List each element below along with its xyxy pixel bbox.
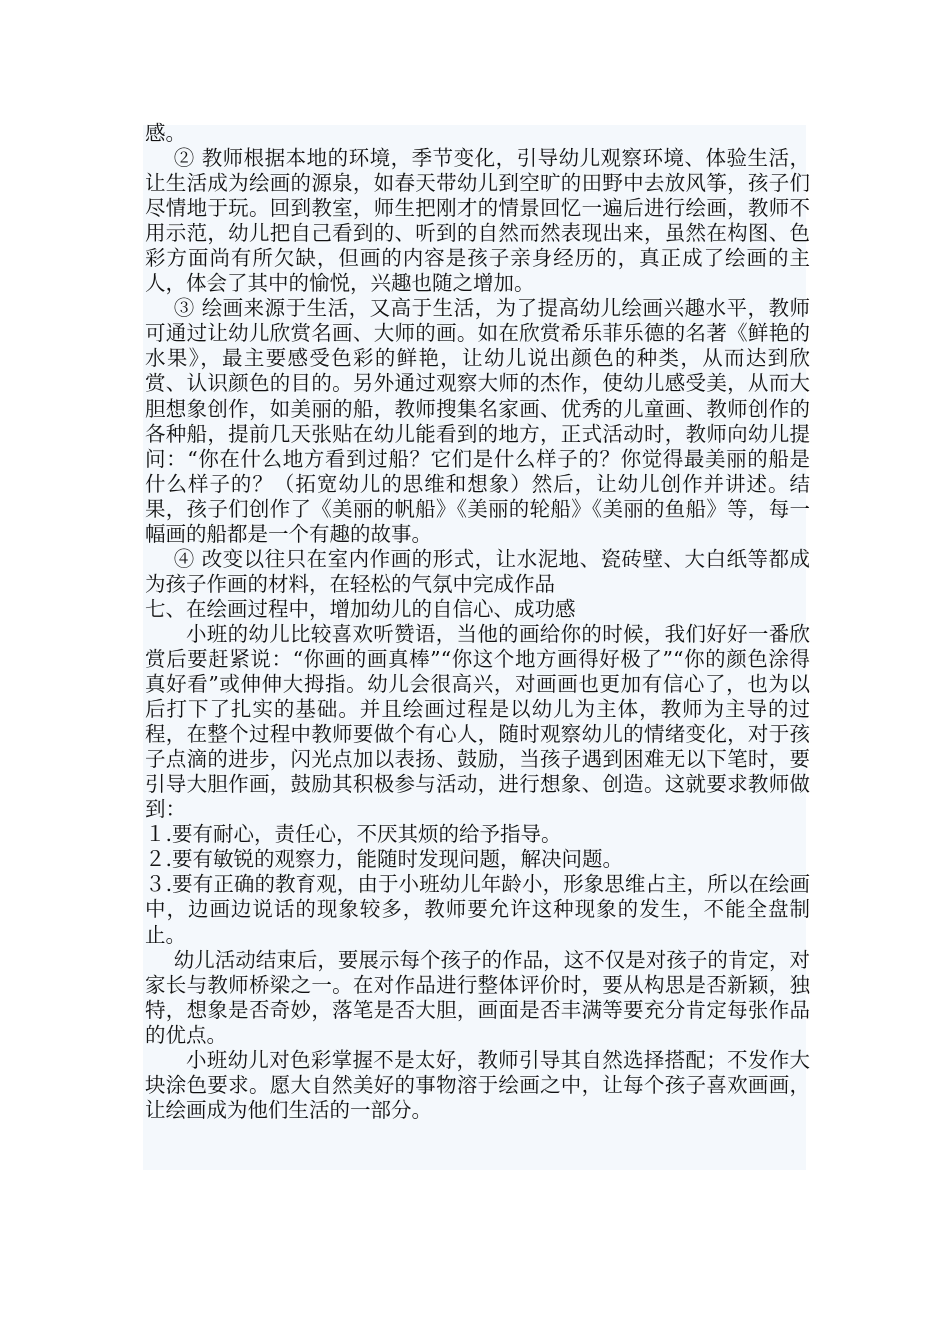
paragraph-item-2: ② 教师根据本地的环境，季节变化，引导幼儿观察环境、体验生活，让生活成为绘画的源泉，如春天带幼儿到空旷的田野中去放风筝，孩子们尽情地于玩。回到教室，师生把刚才的情景回忆一遍后进行绘画，教师不用示范，幼儿把自己看到的、听到的自然而然表现出来，虽然在构图、色彩方面尚有所欠缺，但画的内容是孩子亲身经历的，真正成了绘画的主人，体会了其中的愉悦，兴趣也随之增加。 [145, 146, 810, 296]
paragraph-item-3: ③ 绘画来源于生活，又高于生活，为了提高幼儿绘画兴趣水平，教师可通过让幼儿欣赏名画、大师的画。如在欣赏希乐菲乐德的名著《鲜艳的水果》，最主要感受色彩的鲜艳，让幼儿说出颜色的种类，从而达到欣赏、认识颜色的目的。另外通过观察大师的杰作，使幼儿感受美，从而大胆想象创作，如美丽的船，教师搜集名家画、优秀的儿童画、教师创作的各种船，提前几天张贴在幼儿能看到的地方，正式活动时，教师向幼儿提问：“你在什么地方看到过船？它们是什么样子的？你觉得最美丽的船是什么样子的？（拓宽幼儿的思维和想象）然后，让幼儿创作并讲述。结果，孩子们创作了《美丽的帆船》《美丽的轮船》《美丽的鱼船》等，每一幅画的船都是一个有趣的故事。 [145, 296, 810, 546]
list-item-3: ３.要有正确的教育观，由于小班幼儿年龄小，形象思维占主，所以在绘画中，边画边说话的现象较多，教师要允许这种现象的发生，不能全盘制止。 [145, 872, 810, 947]
document-body [145, 121, 810, 1123]
paragraph-praise: 小班的幼儿比较喜欢听赞语，当他的画给你的时候，我们好好一番欣赏后要赶紧说：“你画的画真棒”“你这个地方画得好极了”“你的颜色涂得真好看”或伸伸大拇指。幼儿会很高兴，对画画也更加有信心了，也为以后打下了扎实的基础。并且绘画过程是以幼儿为主体，教师为主导的过程，在整个过程中教师要做个有心人，随时观察幼儿的情绪变化，对于孩子点滴的进步，闪光点加以表扬、鼓励，当孩子遇到困难无以下笔时，要引导大胆作画，鼓励其积极参与活动，进行想象、创造。这就要求教师做到： [145, 621, 810, 822]
list-item-1: １.要有耐心，责任心，不厌其烦的给予指导。 [145, 822, 562, 847]
paragraph-color: 小班幼儿对色彩掌握不是太好，教师引导其自然选择搭配；不发作大块涂色要求。愿大自然美好的事物溶于绘画之中，让每个孩子喜欢画画，让绘画成为他们生活的一部分。 [145, 1047, 810, 1122]
paragraph-item-4: ④ 改变以往只在室内作画的形式，让水泥地、瓷砖壁、大白纸等都成为孩子作画的材料，在轻松的气氛中完成作品 [145, 546, 810, 596]
list-item-2: ２.要有敏锐的观察力，能随时发现问题，解决问题。 [145, 847, 624, 872]
section-heading-7: 七、在绘画过程中，增加幼儿的自信心、成功感 [145, 596, 576, 621]
paragraph-display-works: 幼儿活动结束后，要展示每个孩子的作品，这不仅是对孩子的肯定，对家长与教师桥梁之一。在对作品进行整体评价时，要从构思是否新颖，独特，想象是否奇妙，落笔是否大胆，画面是否丰满等要充分肯定每张作品的优点。 [145, 947, 810, 1047]
paragraph-continuation: 感。 [145, 121, 186, 145]
